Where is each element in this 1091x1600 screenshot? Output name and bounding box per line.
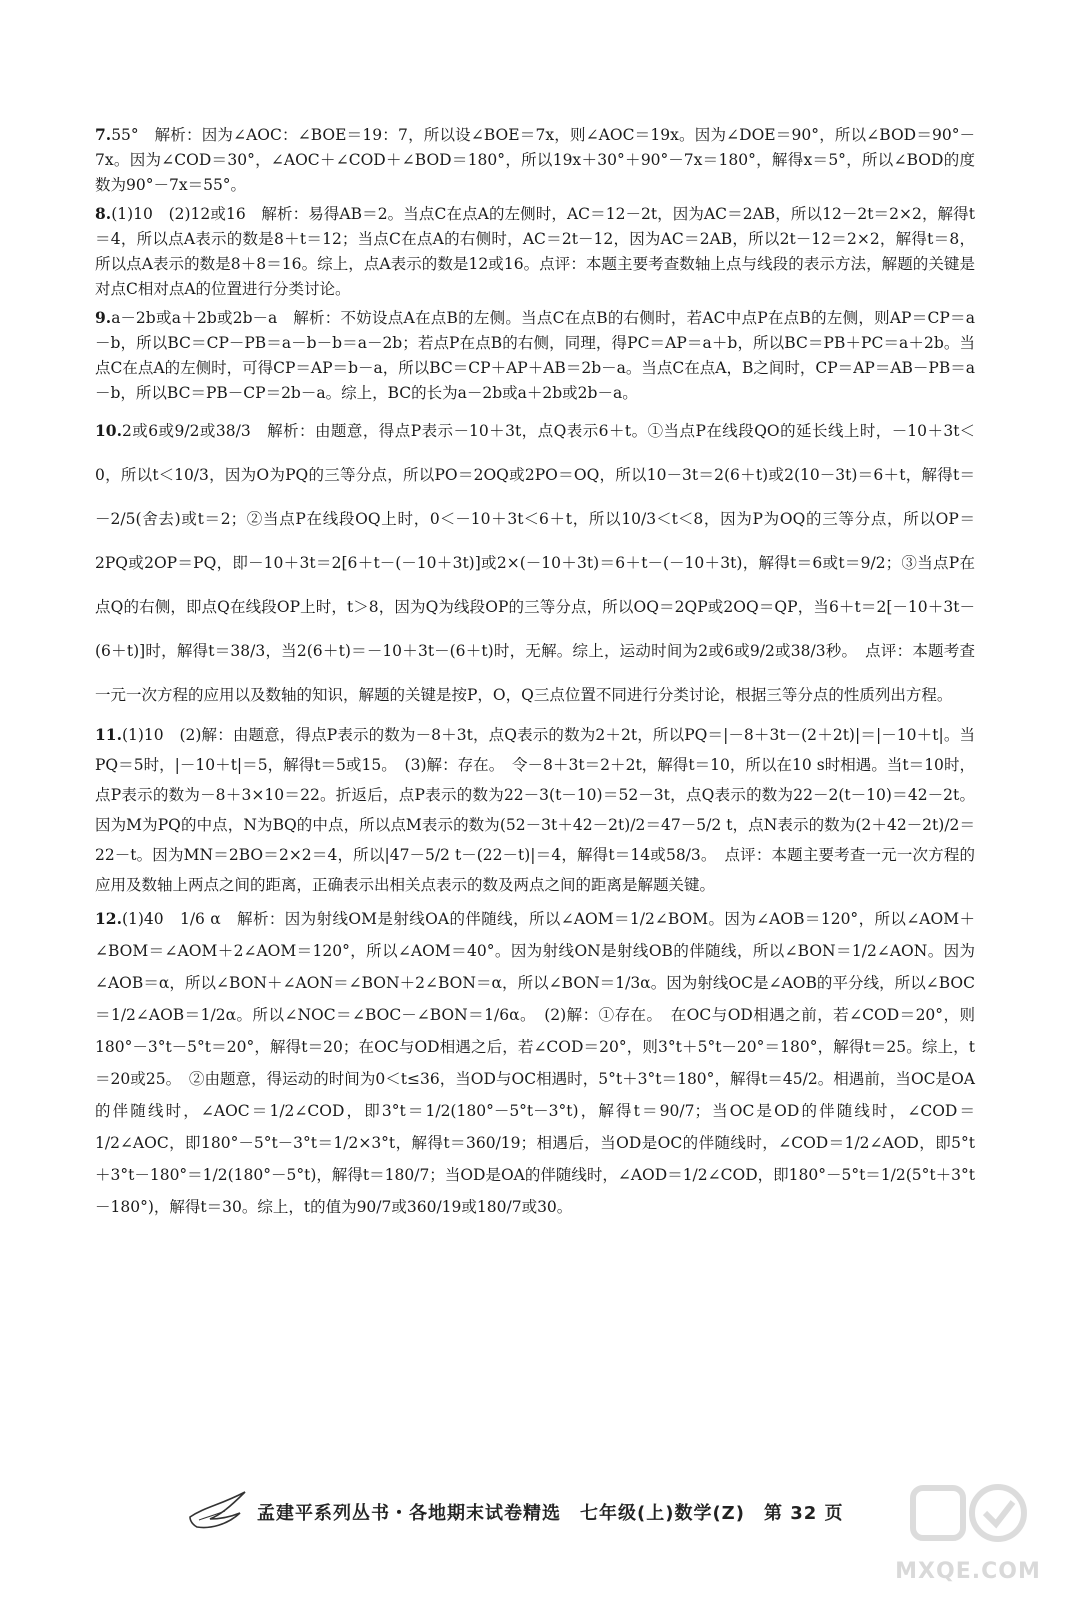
- answer-text: 2或6或9/2或38/3 解析：由题意，得点P表示－10＋3t，点Q表示6＋t。①当点P在线段QO的延长线上时，－10＋3t＜0，所以t＜10/3，因为O为PQ的三等分点，所以PO＝2OQ或2PO＝OQ，所以10－3t＝2(6＋t)或2(10－3t)＝6＋t，解得t＝－2/5(舍去)或t＝2；②当点P在线段OQ上时，0＜－10＋3t＜6＋t，所以10/3＜t＜8，因为P为OQ的三等分点，所以OP＝2PQ或2OP＝PQ，即－10＋3t＝2[6＋t－(－10＋3t)]或2×(－10＋3t)＝6＋t－(－10＋3t)，解得t＝6或t＝9/2；③当点P在点Q的右侧，即点Q在线段OP上时，t＞8，因为Q为线段OP的三等分点，所以OQ＝2QP或2OQ＝QP，当6＋t＝2[－10＋3t－(6＋t)]时，解得t＝38/3，当2(6＋t)＝－10＋3t－(6＋t)时，无解。综上，运动时间为2或6或9/2或38/3秒。 点评：本题考查一元一次方程的应用以及数轴的知识，解题的关键是按P，O，Q三点位置不同进行分类讨论，根据三等分点的性质列出方程。: [95, 422, 975, 704]
- answer-7: [95, 122, 975, 198]
- answer-text: (1)40 1/6 α 解析：因为射线OM是射线OA的伴随线，所以∠AOM＝1/2∠BOM。因为∠AOB＝120°，所以∠AOM＋∠BOM＝∠AOM＋2∠AOM＝120°，所以∠AOM＝40°。因为射线ON是射线OB的伴随线，所以∠BON＝1/2∠AON。因为∠AOB＝α，所以∠BON＋∠AON＝∠BON＋2∠BON＝α，所以∠BON＝1/3α。因为射线OC是∠AOB的平分线，所以∠BOC＝1/2∠AOB＝1/2α。所以∠NOC＝∠BOC－∠BON＝1/6α。 (2)解：①存在。 在OC与OD相遇之前，若∠COD＝20°，则180°－3°t－5°t＝20°，解得t＝20；在OC与OD相遇之后，若∠COD＝20°，则3°t＋5°t－20°＝180°，解得t＝25。综上，t＝20或25。 ②由题意，得运动的时间为0＜t≤36，当OD与OC相遇时，5°t＋3°t＝180°，解得t＝45/2。相遇前，当OC是OA的伴随线时，∠AOC＝1/2∠COD，即3°t＝1/2(180°－5°t－3°t)，解得t＝90/7；当OC是OD的伴随线时，∠COD＝1/2∠AOC，即180°－5°t－3°t＝1/2×3°t，解得t＝360/19；相遇后，当OD是OC的伴随线时，∠COD＝1/2∠AOD，即5°t＋3°t－180°＝1/2(180°－5°t)，解得t＝180/7；当OD是OA的伴随线时，∠AOD＝1/2∠COD，即180°－5°t＝1/2(5°t＋3°t－180°)，解得t＝30。综上，t的值为90/7或360/19或180/7或30。: [95, 910, 975, 1216]
- answer-text: (1)10 (2)解：由题意，得点P表示的数为－8＋3t，点Q表示的数为2＋2t，所以PQ＝|－8＋3t－(2＋2t)|＝|－10＋t|。当PQ＝5时，|－10＋t|＝5，解得t＝5或15。 (3)解：存在。 令－8＋3t＝2＋2t，解得t＝10，所以在10 s时相遇。当t＝10时，点P表示的数为－8＋3×10＝22。折返后，点P表示的数为22－3(t－10)＝52－3t，点Q表示的数为22－2(t－10)＝42－2t。因为M为PQ的中点，N为BQ的中点，所以点M表示的数为(52－3t＋42－2t)/2＝47－5/2 t，点N表示的数为(2＋42－2t)/2＝22－t。因为MN＝2BO＝2×2＝4，所以|47－5/2 t－(22－t)|＝4，解得t＝14或58/3。 点评：本题主要考查一元一次方程的应用及数轴上两点之间的距离，正确表示出相关点表示的数及两点之间的距离是解题关键。: [95, 726, 975, 894]
- question-number: 11.: [95, 725, 122, 744]
- watermark-text: MXQE.COM: [895, 1559, 1041, 1584]
- answer-text: a－2b或a＋2b或2b－a 解析：不妨设点A在点B的左侧。当点C在点B的右侧时，若AC中点P在点B的左侧，则AP＝CP＝a－b，所以BC＝CP－PB＝a－b－b＝a－2b；若点P在点B的右侧，同理，得PC＝AP＝a＋b，所以BC＝PB＋PC＝a＋2b。当点C在点A的左侧时，可得CP＝AP＝b－a，所以BC＝CP＋AP＋AB＝2b－a。当点C在点A，B之间时，CP＝AP＝AB－PB＝a－b，所以BC＝PB－CP＝2b－a。综上，BC的长为a－2b或a＋2b或2b－a。: [95, 309, 975, 402]
- question-number: 7.: [95, 125, 112, 144]
- footer-text: 孟建平系列丛书・各地期末试卷精选 七年级(上)数学(Z) 第 32 页: [257, 1503, 844, 1524]
- watermark: [893, 1478, 1043, 1588]
- answer-8: [95, 201, 975, 302]
- answer-12: [95, 903, 975, 1223]
- question-number: 10.: [95, 421, 122, 440]
- watermark-logo-icon: [893, 1478, 1043, 1558]
- question-number: 9.: [95, 308, 112, 327]
- answer-10: [95, 409, 975, 717]
- answer-text: 55° 解析：因为∠AOC：∠BOE＝19：7，所以设∠BOE＝7x，则∠AOC＝19x。因为∠DOE＝90°，所以∠BOD＝90°－7x。因为∠COD＝30°，∠AOC＋∠COD＋∠BOD＝180°，所以19x＋30°＋90°－7x＝180°，解得x＝5°，所以∠BOD的度数为90°－7x＝55°。: [95, 126, 975, 194]
- answer-11: [95, 720, 975, 900]
- question-number: 12.: [95, 909, 122, 928]
- question-number: 8.: [95, 204, 112, 223]
- answer-content: [95, 122, 975, 1226]
- answer-text: (1)10 (2)12或16 解析：易得AB＝2。当点C在点A的左侧时，AC＝12－2t，因为AC＝2AB，所以12－2t＝2×2，解得t＝4，所以点A表示的数是8＋t＝12；当点C在点A的右侧时，AC＝2t－12，因为AC＝2AB，所以2t－12＝2×2，解得t＝8，所以点A表示的数是8＋8＝16。综上，点A表示的数是12或16。点评：本题主要考查数轴上点与线段的表示方法，解题的关键是对点C相对点A的位置进行分类讨论。: [95, 205, 975, 298]
- answer-9: [95, 305, 975, 406]
- swallow-logo-icon: [185, 1487, 255, 1537]
